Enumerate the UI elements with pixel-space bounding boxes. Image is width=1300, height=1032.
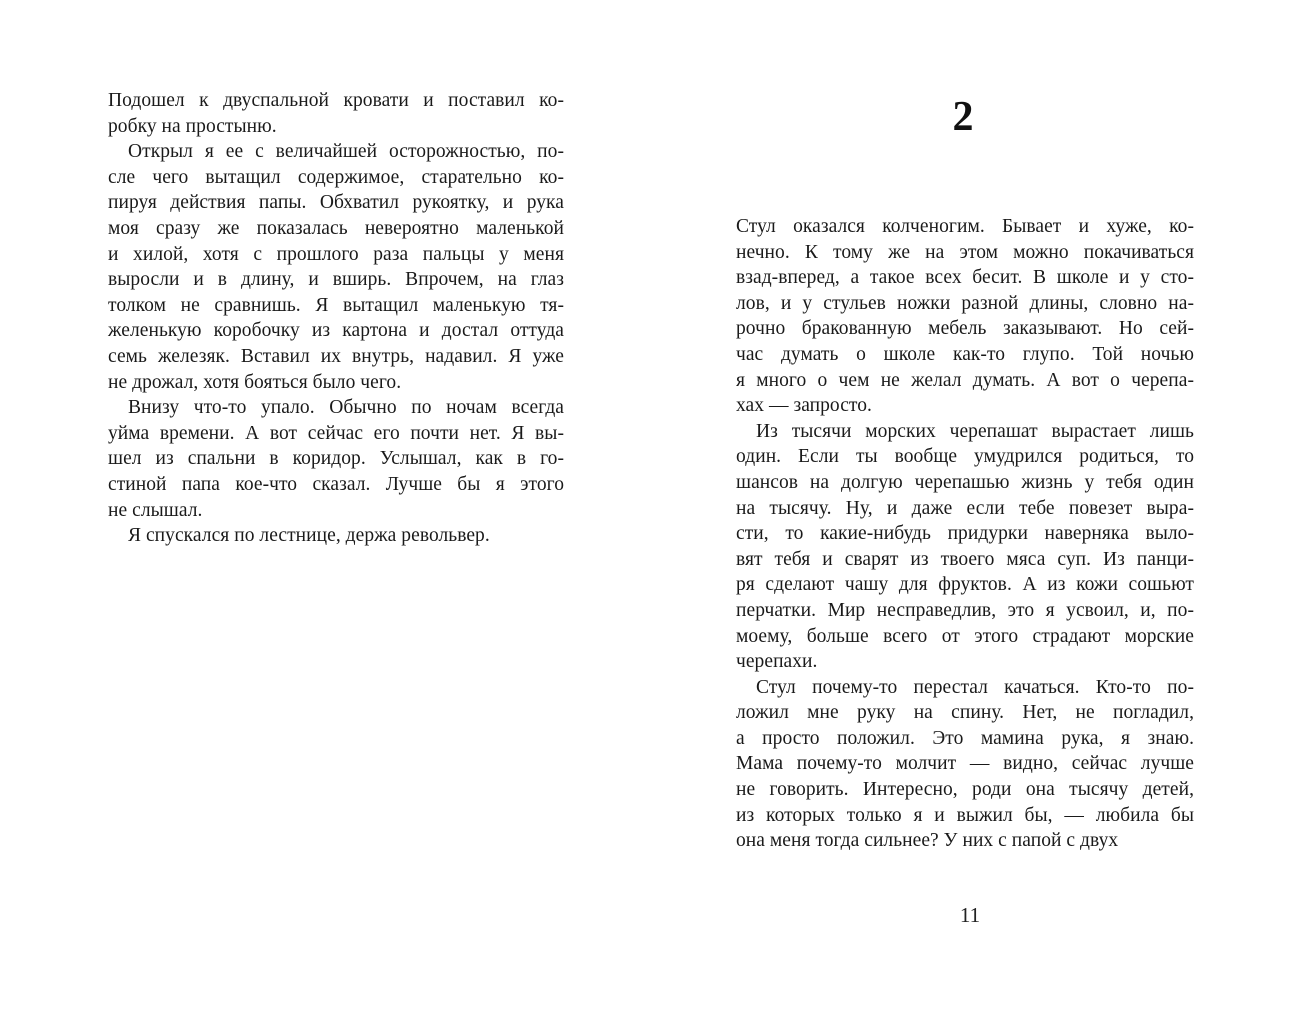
text-line: нечно. К тому же на этом можно покачиваться bbox=[736, 241, 1194, 263]
right-page bbox=[650, 0, 1300, 1032]
paragraph bbox=[108, 395, 564, 523]
text-line: взад-вперед, а такое всех бесит. В школе и у сто- bbox=[736, 267, 1194, 289]
text-line: один. Если ты вообще умудрился родиться, то bbox=[736, 446, 1194, 468]
text-line: а просто положил. Это мамина рука, я знаю. bbox=[736, 727, 1194, 749]
text-line: Стул почему-то перестал качаться. Кто-то по- bbox=[756, 676, 1194, 698]
chapter-number: 2 bbox=[952, 94, 974, 140]
text-line: Мама почему-то молчит — видно, сейчас лучше bbox=[736, 753, 1194, 775]
text-line: хах — запросто. bbox=[736, 395, 872, 417]
left-page-text bbox=[108, 88, 564, 549]
text-line: моя сразу же показалась невероятно маленькой bbox=[108, 217, 564, 239]
text-line: Я спускался по лестнице, держа револьвер. bbox=[128, 525, 490, 547]
text-line: черепахи. bbox=[736, 651, 818, 673]
paragraph bbox=[736, 214, 1194, 419]
text-line: на тысячу. Ну, и даже если тебе повезет выра- bbox=[736, 497, 1194, 519]
text-line: Открыл я ее с величайшей осторожностью, по- bbox=[128, 141, 564, 163]
text-line: она меня тогда сильнее? У них с папой с двух bbox=[736, 830, 1119, 852]
text-line: Из тысячи морских черепашат вырастает лишь bbox=[756, 420, 1194, 442]
paragraph bbox=[108, 88, 564, 139]
text-line: и хилой, хотя с прошлого раза пальцы у меня bbox=[108, 243, 564, 265]
text-line: рочно бракованную мебель заказывают. Но сей- bbox=[736, 318, 1194, 340]
text-line: шансов на долгую черепашью жизнь у тебя один bbox=[736, 471, 1194, 493]
text-line: не говорить. Интересно, роди она тысячу детей, bbox=[736, 779, 1194, 801]
paragraph bbox=[108, 523, 564, 549]
text-line: сле чего вытащил содержимое, старательно ко- bbox=[108, 166, 564, 188]
text-line: стиной папа кое-что сказал. Лучше бы я этого bbox=[108, 473, 564, 495]
text-line: шел из спальни в коридор. Услышал, как в го- bbox=[108, 448, 564, 470]
text-line: час думать о школе как-то глупо. Той ночью bbox=[736, 343, 1194, 365]
text-line: моему, больше всего от этого страдают морские bbox=[736, 625, 1194, 647]
text-line: вят тебя и сварят из твоего мяса суп. Из панци- bbox=[736, 548, 1194, 570]
paragraph bbox=[736, 419, 1194, 675]
page-number: 11 bbox=[959, 903, 981, 927]
text-line: семь железяк. Вставил их внутрь, надавил. Я уже bbox=[108, 345, 564, 367]
text-line: ря сделают чашу для фруктов. А из кожи сошьют bbox=[736, 574, 1194, 596]
text-line: толком не сравнишь. Я вытащил маленькую тя- bbox=[108, 294, 564, 316]
text-line: лов, и у стульев ножки разной длины, словно на- bbox=[736, 292, 1194, 314]
text-line: перчатки. Мир несправедлив, это я усвоил, и, по- bbox=[736, 599, 1194, 621]
text-line: из которых только я и выжил бы, — любила бы bbox=[736, 804, 1194, 826]
text-line: не дрожал, хотя бояться было чего. bbox=[108, 371, 402, 393]
text-line: Подошел к двуспальной кровати и поставил ко- bbox=[108, 90, 564, 111]
text-line: выросли и в длину, и вширь. Впрочем, на глаз bbox=[108, 269, 564, 291]
text-line: Стул оказался колченогим. Бывает и хуже, ко- bbox=[736, 216, 1194, 237]
paragraph bbox=[108, 139, 564, 395]
text-line: ложил мне руку на спину. Нет, не погладил, bbox=[736, 702, 1194, 724]
text-line: сти, то какие-нибудь придурки наверняка выло- bbox=[736, 523, 1194, 545]
text-line: робку на простыню. bbox=[108, 115, 277, 137]
text-line: я много о чем не желал думать. А вот о черепа- bbox=[736, 369, 1194, 391]
text-line: пируя действия папы. Обхватил рукоятку, и рука bbox=[108, 192, 564, 214]
paragraph bbox=[736, 675, 1194, 854]
text-line: Внизу что-то упало. Обычно по ночам всегда bbox=[128, 397, 564, 419]
text-line: уйма времени. А вот сейчас его почти нет. Я вы- bbox=[108, 422, 564, 444]
right-page-text bbox=[736, 214, 1194, 854]
text-line: не слышал. bbox=[108, 499, 203, 521]
text-line: желенькую коробочку из картона и достал оттуда bbox=[108, 320, 564, 342]
